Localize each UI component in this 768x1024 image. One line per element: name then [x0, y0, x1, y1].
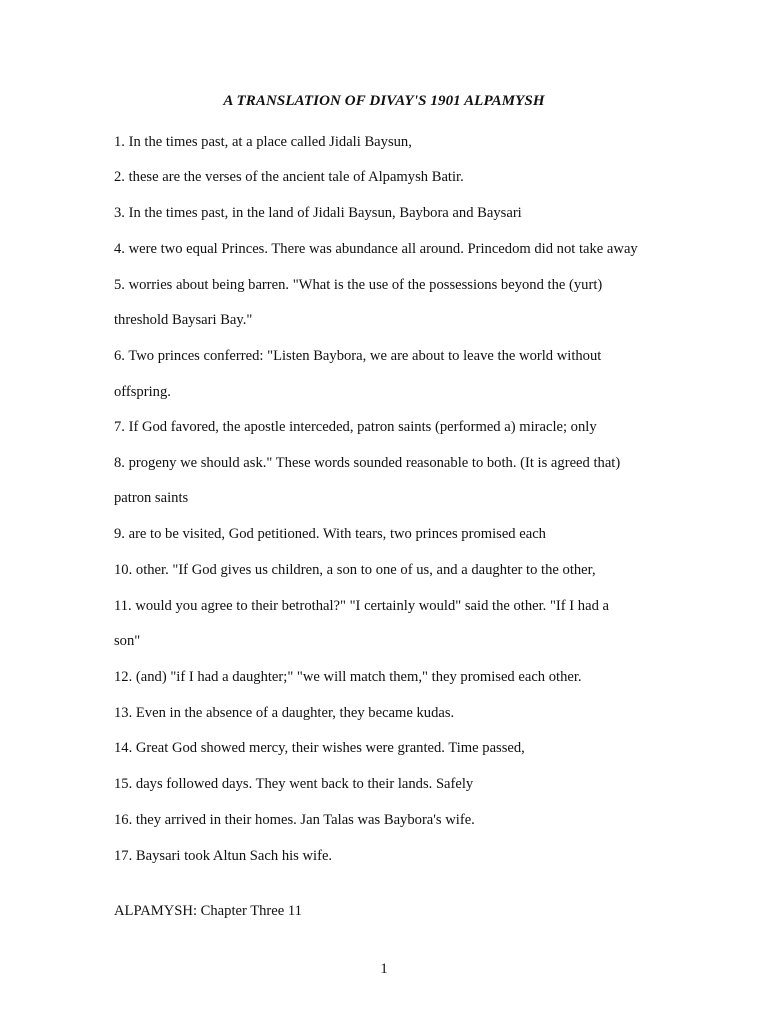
text-line: 12. (and) "if I had a daughter;" "we will match them," they promised each other.: [114, 669, 582, 685]
text-line: offspring.: [114, 384, 171, 400]
text-line: 10. other. "If God gives us children, a son to one of us, and a daughter to the other,: [114, 562, 596, 578]
text-line: patron saints: [114, 490, 189, 506]
text-line: 5. worries about being barren. "What is the use of the possessions beyond the (yurt): [114, 277, 603, 293]
text-line: 16. they arrived in their homes. Jan Talas was Baybora's wife.: [114, 812, 475, 828]
chapter-footer: ALPAMYSH: Chapter Three 11: [114, 903, 302, 919]
page-number: 1: [380, 961, 388, 977]
text-line: 4. were two equal Princes. There was abundance all around. Princedom did not take away: [114, 241, 638, 257]
text-line: 9. are to be visited, God petitioned. With tears, two princes promised each: [114, 526, 546, 542]
text-line: 7. If God favored, the apostle interceded, patron saints (performed a) miracle; only: [114, 419, 597, 435]
text-line: 17. Baysari took Altun Sach his wife.: [114, 848, 333, 864]
text-line: 3. In the times past, in the land of Jidali Baysun, Baybora and Baysari: [114, 205, 522, 221]
text-line: threshold Baysari Bay.": [114, 312, 253, 328]
text-line: 2. these are the verses of the ancient tale of Alpamysh Batir.: [114, 169, 464, 185]
text-line: 13. Even in the absence of a daughter, they became kudas.: [114, 705, 455, 721]
text-line: son": [114, 633, 141, 649]
text-line: 6. Two princes conferred: "Listen Baybora, we are about to leave the world without: [114, 348, 602, 364]
text-line: 14. Great God showed mercy, their wishes were granted. Time passed,: [114, 740, 525, 756]
text-line: 1. In the times past, at a place called Jidali Baysun,: [114, 134, 412, 150]
document-title: A TRANSLATION OF DIVAY'S 1901 ALPAMYSH: [223, 93, 545, 109]
text-line: 11. would you agree to their betrothal?" "I certainly would" said the other. "If I had a: [114, 598, 609, 614]
text-line: 8. progeny we should ask." These words sounded reasonable to both. (It is agreed that): [114, 455, 621, 471]
text-line: 15. days followed days. They went back to their lands. Safely: [114, 776, 474, 792]
